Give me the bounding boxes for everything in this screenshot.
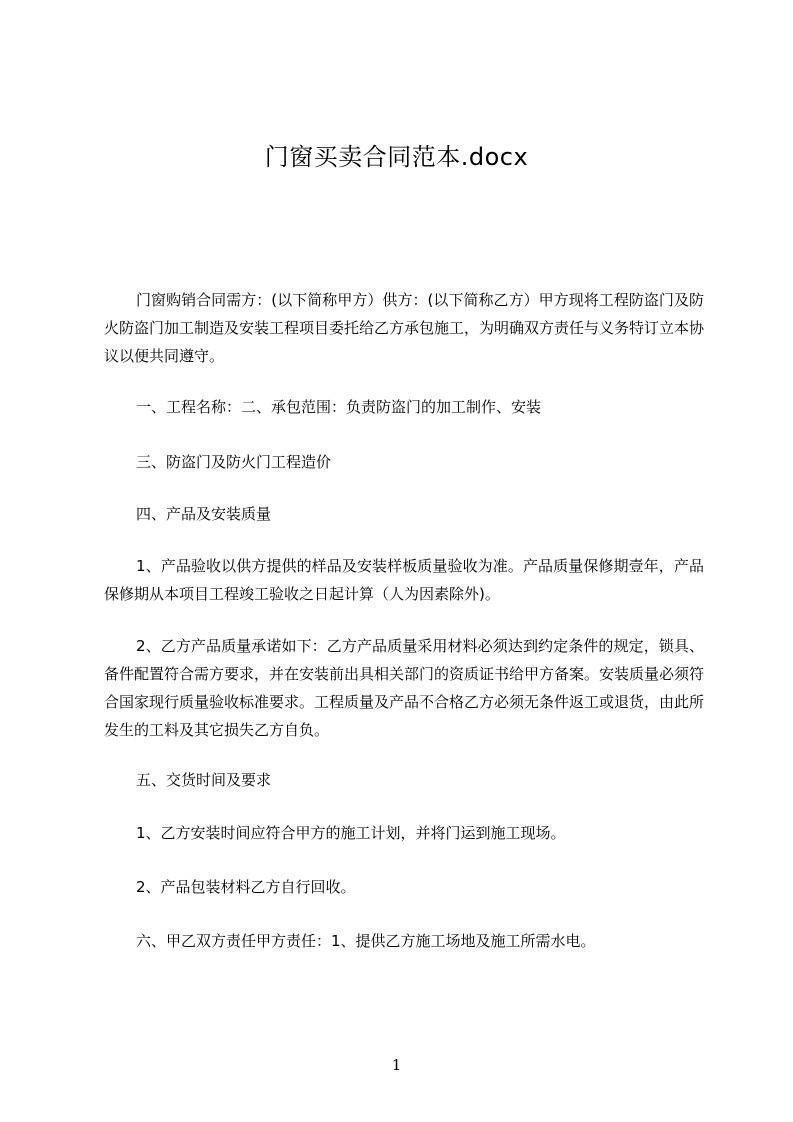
document-title: 门窗买卖合同范本.docx	[264, 143, 529, 171]
paragraph-section-6: 六、甲乙双方责任甲方责任：1、提供乙方施工场地及施工所需水电。	[136, 932, 596, 950]
paragraph-quality-2: 2、乙方产品质量承诺如下：乙方产品质量采用材料必须达到约定条件的规定，锁具、备件配置符合需方要求，并在安装前出具相关部门的资质证书给甲方备案。安装质量必须符合国家现行质量验收标准要求。工程质量及产品不合格乙方必须无条件返工或退货，由此所发生的工料及其它损失乙方自负。	[104, 637, 705, 739]
paragraph-delivery-1: 1、乙方安装时间应符合甲方的施工计划，并将门运到施工现场。	[136, 824, 566, 842]
paragraph-section-3: 三、防盗门及防火门工程造价	[136, 453, 332, 471]
paragraph-section-5: 五、交货时间及要求	[136, 771, 272, 789]
page-number: 1	[391, 1056, 402, 1074]
paragraph-quality-1: 1、产品验收以供方提供的样品及安装样板质量验收为准。产品质量保修期壹年，产品保修期从本项目工程竣工验收之日起计算（人为因素除外)。	[104, 557, 704, 603]
paragraph-section-4: 四、产品及安装质量	[136, 505, 272, 523]
paragraph-intro: 门窗购销合同需方：(以下简称甲方）供方：(以下简称乙方）甲方现将工程防盗门及防火防盗门加工制造及安装工程项目委托给乙方承包施工，为明确双方责任与义务特订立本协议以便共同遵守。	[104, 291, 705, 365]
paragraph-section-1-2: 一、工程名称：二、承包范围：负责防盗门的加工制作、安装	[136, 398, 542, 416]
paragraph-delivery-2: 2、产品包装材料乙方自行回收。	[136, 878, 356, 896]
